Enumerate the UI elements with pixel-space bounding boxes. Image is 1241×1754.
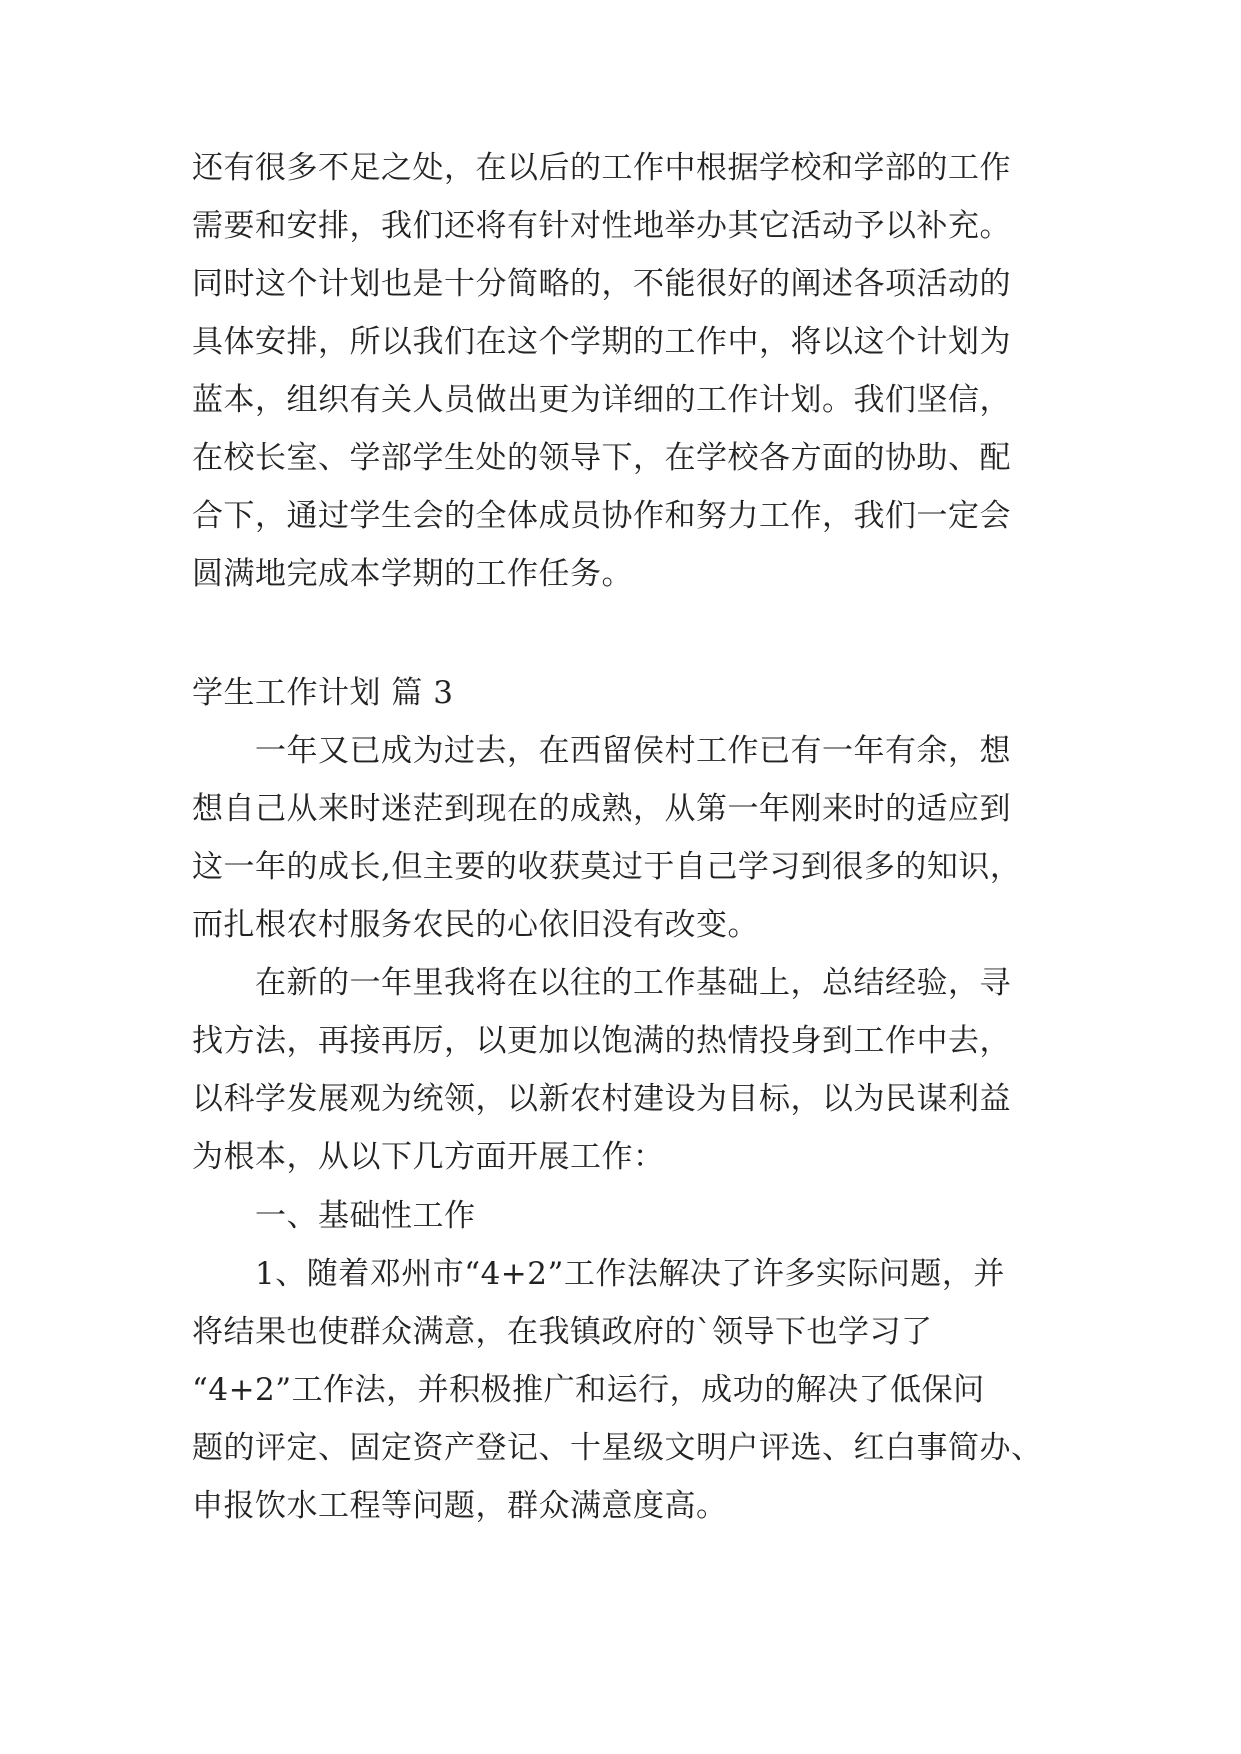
text-line: 需要和安排，我们还将有针对性地举办其它活动予以补充。 [192,208,1011,244]
text-line: “4+2”工作法，并积极推广和运行，成功的解决了低保问 [192,1372,985,1408]
text-line: 在新的一年里我将在以往的工作基础上，总结经验，寻 [255,965,1011,1001]
text-line: 蓝本，组织有关人员做出更为详细的工作计划。我们坚信， [192,382,1011,418]
text-line: 一年又已成为过去，在西留侯村工作已有一年有余，想 [255,733,1011,769]
text-line: 这一年的成长,但主要的收获莫过于自己学习到很多的知识， [192,849,1022,885]
text-line: 而扎根农村服务农民的心依旧没有改变。 [192,907,759,943]
section-heading: 学生工作计划 篇 3 [192,675,454,711]
text-line: 将结果也使群众满意，在我镇政府的`领导下也学习了 [192,1314,933,1350]
text-line: 1、随着邓州市“4+2”工作法解决了许多实际问题，并 [255,1256,1005,1292]
text-line: 题的评定、固定资产登记、十星级文明户评选、红白事简办、 [192,1430,1043,1466]
text-line: 在校长室、学部学生处的领导下，在学校各方面的协助、配 [192,440,1011,476]
text-line: 为根本，从以下几方面开展工作： [192,1139,665,1175]
text-line: 想自己从来时迷茫到现在的成熟，从第一年刚来时的适应到 [192,791,1011,827]
text-line: 同时这个计划也是十分简略的，不能很好的阐述各项活动的 [192,266,1011,302]
text-line: 申报饮水工程等问题，群众满意度高。 [192,1488,728,1524]
text-line: 圆满地完成本学期的工作任务。 [192,556,633,592]
text-line: 还有很多不足之处，在以后的工作中根据学校和学部的工作 [192,150,1011,186]
text-line: 合下，通过学生会的全体成员协作和努力工作，我们一定会 [192,498,1011,534]
subheading: 一、基础性工作 [255,1198,476,1234]
text-line: 找方法，再接再厉，以更加以饱满的热情投身到工作中去， [192,1023,1011,1059]
text-line: 具体安排，所以我们在这个学期的工作中，将以这个计划为 [192,324,1011,360]
text-line: 以科学发展观为统领，以新农村建设为目标，以为民谋利益 [192,1081,1011,1117]
